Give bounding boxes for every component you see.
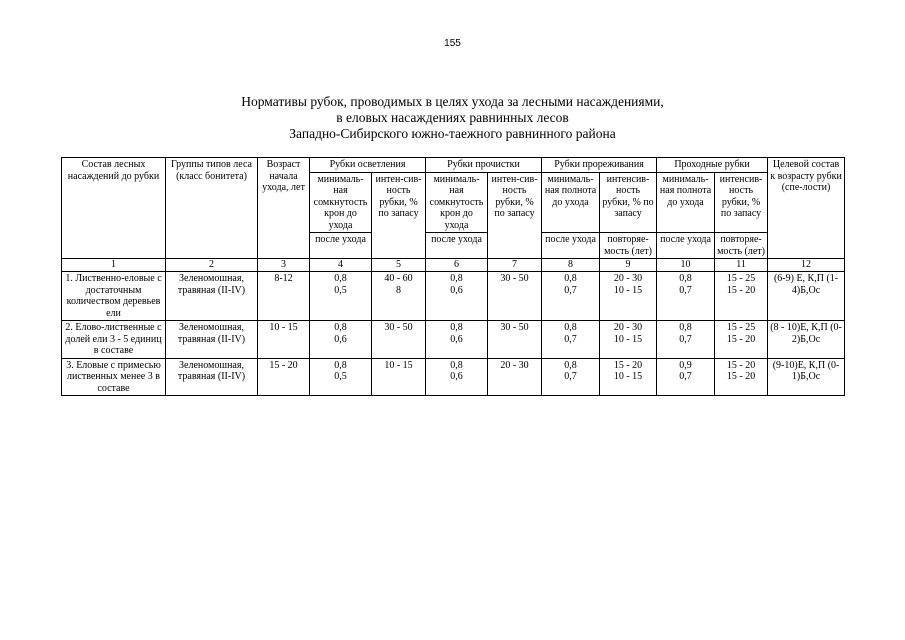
cell-thinning-density: 0,8 0,7 bbox=[542, 272, 600, 321]
column-number: 7 bbox=[488, 259, 542, 272]
cell-target: (8 - 10)Е, К,П (0-2)Б,Ос bbox=[768, 321, 845, 359]
cell-cleaning-canopy: 0,8 0,6 bbox=[426, 321, 488, 359]
cell-passage-density: 0,8 0,7 bbox=[657, 272, 715, 321]
header-lighting-intensity: интен-сив-ность рубки, % по запасу bbox=[372, 172, 426, 259]
cell-passage-intensity: 15 - 25 15 - 20 bbox=[715, 272, 768, 321]
cell-forest-type: Зеленомошная, травяная (II-IV) bbox=[166, 358, 258, 396]
header-age: Возраст начала ухода, лет bbox=[258, 158, 310, 259]
header-row-groups bbox=[62, 158, 845, 173]
header-thinning-intensity: интенсив-ность рубки, % по запасу bbox=[600, 172, 657, 233]
header-forest-type: Группы типов леса (класс бонитета) bbox=[166, 158, 258, 259]
column-number: 6 bbox=[426, 259, 488, 272]
header-thinning: Рубки прореживания bbox=[542, 158, 657, 173]
cell-target: (6-9) Е, К,П (1-4)Б,Ос bbox=[768, 272, 845, 321]
cell-age: 15 - 20 bbox=[258, 358, 310, 396]
header-lighting-after: после ухода bbox=[310, 233, 372, 259]
header-lighting-min-canopy: минималь-ная сомкнутость крон до ухода bbox=[310, 172, 372, 233]
title-line-3: Западно-Сибирского южно-таежного равнинного района bbox=[289, 126, 616, 141]
cell-thinning-intensity: 20 - 30 10 - 15 bbox=[600, 272, 657, 321]
cell-passage-density: 0,9 0,7 bbox=[657, 358, 715, 396]
document-title bbox=[0, 94, 905, 142]
header-thinning-min-density: минималь-ная полнота до ухода bbox=[542, 172, 600, 233]
cell-thinning-intensity: 20 - 30 10 - 15 bbox=[600, 321, 657, 359]
norms-table bbox=[61, 157, 845, 396]
column-number-row bbox=[62, 259, 845, 272]
cell-thinning-density: 0,8 0,7 bbox=[542, 321, 600, 359]
title-line-1: Нормативы рубок, проводимых в целях ухода за лесными насаждениями, bbox=[241, 94, 664, 109]
cell-forest-type: Зеленомошная, травяная (II-IV) bbox=[166, 321, 258, 359]
cell-lighting-intensity: 10 - 15 bbox=[372, 358, 426, 396]
column-number: 2 bbox=[166, 259, 258, 272]
column-number: 12 bbox=[768, 259, 845, 272]
column-number: 9 bbox=[600, 259, 657, 272]
cell-thinning-intensity: 15 - 20 10 - 15 bbox=[600, 358, 657, 396]
cell-lighting-canopy: 0,8 0,5 bbox=[310, 272, 372, 321]
cell-target: (9-10)Е, К,П (0-1)Б,Ос bbox=[768, 358, 845, 396]
table-row bbox=[62, 272, 845, 321]
header-passage: Проходные рубки bbox=[657, 158, 768, 173]
header-passage-repeat: повторяе-мость (лет) bbox=[715, 233, 768, 259]
header-thinning-after: после ухода bbox=[542, 233, 600, 259]
header-passage-after: после ухода bbox=[657, 233, 715, 259]
cell-passage-intensity: 15 - 25 15 - 20 bbox=[715, 321, 768, 359]
cell-lighting-intensity: 40 - 60 8 bbox=[372, 272, 426, 321]
column-number: 8 bbox=[542, 259, 600, 272]
cell-cleaning-canopy: 0,8 0,6 bbox=[426, 272, 488, 321]
cell-lighting-canopy: 0,8 0,5 bbox=[310, 358, 372, 396]
cell-cleaning-intensity: 30 - 50 bbox=[488, 321, 542, 359]
column-number: 4 bbox=[310, 259, 372, 272]
column-number: 11 bbox=[715, 259, 768, 272]
cell-lighting-intensity: 30 - 50 bbox=[372, 321, 426, 359]
header-lighting: Рубки осветления bbox=[310, 158, 426, 173]
cell-composition: 1. Лиственно-еловые с достаточным количеством деревьев ели bbox=[62, 272, 166, 321]
table-row bbox=[62, 321, 845, 359]
title-line-2: в еловых насаждениях равнинных лесов bbox=[336, 110, 569, 125]
cell-thinning-density: 0,8 0,7 bbox=[542, 358, 600, 396]
column-number: 5 bbox=[372, 259, 426, 272]
cell-cleaning-intensity: 20 - 30 bbox=[488, 358, 542, 396]
header-passage-intensity: интенсив-ность рубки, % по запасу bbox=[715, 172, 768, 233]
column-number: 3 bbox=[258, 259, 310, 272]
cell-cleaning-canopy: 0,8 0,6 bbox=[426, 358, 488, 396]
header-thinning-repeat: повторяе-мость (лет) bbox=[600, 233, 657, 259]
column-number: 10 bbox=[657, 259, 715, 272]
cell-forest-type: Зеленомошная, травяная (II-IV) bbox=[166, 272, 258, 321]
cell-passage-intensity: 15 - 20 15 - 20 bbox=[715, 358, 768, 396]
cell-cleaning-intensity: 30 - 50 bbox=[488, 272, 542, 321]
cell-composition: 2. Елово-лиственные с долей ели 3 - 5 единиц в составе bbox=[62, 321, 166, 359]
header-cleaning-min-canopy: минималь-ная сомкнутость крон до ухода bbox=[426, 172, 488, 233]
header-cleaning-after: после ухода bbox=[426, 233, 488, 259]
column-number: 1 bbox=[62, 259, 166, 272]
header-cleaning: Рубки прочистки bbox=[426, 158, 542, 173]
cell-age: 8-12 bbox=[258, 272, 310, 321]
page-number: 155 bbox=[444, 38, 461, 49]
table-row bbox=[62, 358, 845, 396]
cell-age: 10 - 15 bbox=[258, 321, 310, 359]
header-passage-min-density: минималь-ная полнота до ухода bbox=[657, 172, 715, 233]
cell-passage-density: 0,8 0,7 bbox=[657, 321, 715, 359]
header-cleaning-intensity: интен-сив-ность рубки, % по запасу bbox=[488, 172, 542, 259]
header-composition: Состав лесных насаждений до рубки bbox=[62, 158, 166, 259]
cell-lighting-canopy: 0,8 0,6 bbox=[310, 321, 372, 359]
header-target: Целевой состав к возрасту рубки (спе-лости) bbox=[768, 158, 845, 259]
cell-composition: 3. Еловые с примесью лиственных менее 3 в составе bbox=[62, 358, 166, 396]
